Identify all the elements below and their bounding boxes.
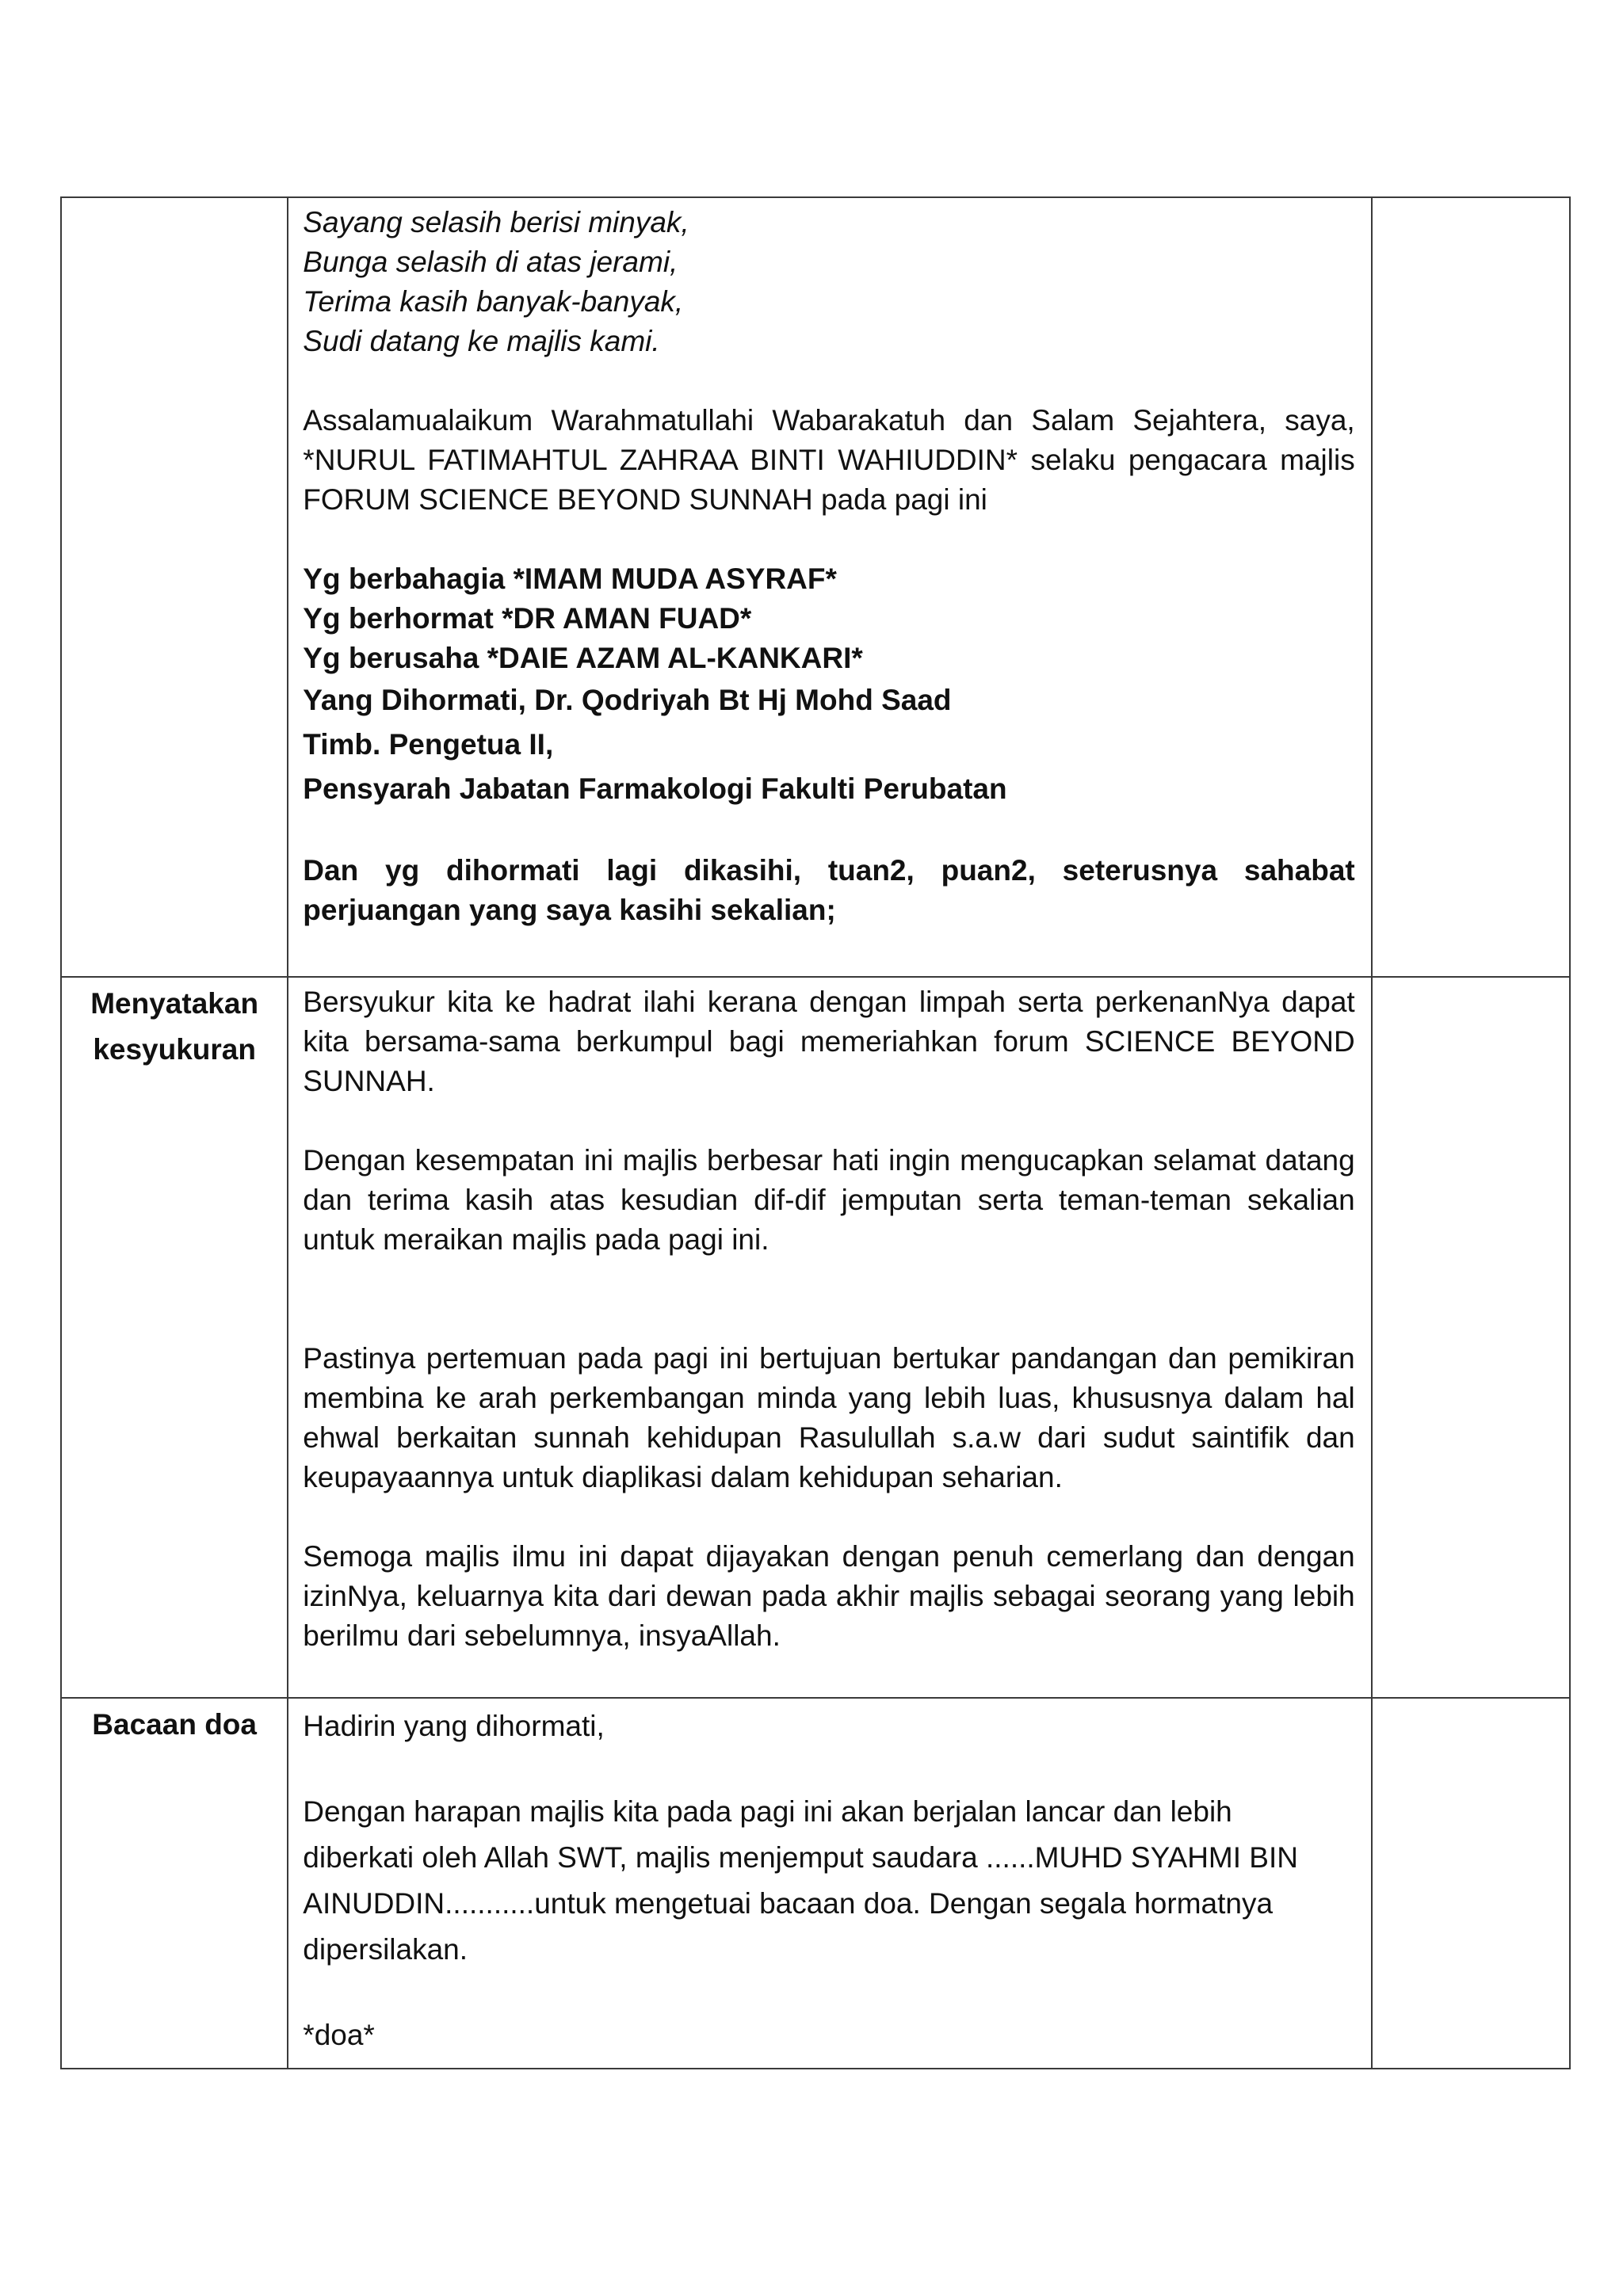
- content-cell-opening: [288, 197, 1371, 977]
- doa-line: dipersilakan.: [303, 1933, 468, 1966]
- guest-line: Yg berhormat *DR AMAN FUAD*: [303, 602, 752, 635]
- table-row-doa: [61, 1698, 1570, 2069]
- doa-closing: *doa*: [303, 2019, 375, 2051]
- guest-line: Yg berusaha *DAIE AZAM AL-KANKARI*: [303, 642, 863, 674]
- label-cell-empty: [61, 197, 288, 977]
- doa-line: Dengan harapan majlis kita pada pagi ini akan berjalan lancar dan lebih: [303, 1795, 1232, 1828]
- section-label-kesyukuran: [61, 977, 288, 1698]
- content-cell-kesyukuran: [288, 977, 1371, 1698]
- pantun-poem: [303, 203, 1354, 361]
- poem-line: Sayang selasih berisi minyak,: [303, 206, 689, 238]
- content-cell-doa: [288, 1698, 1371, 2069]
- closing-greeting: Dan yg dihormati lagi dikasihi, tuan2, puan2, seterusnya sahabat perjuangan yang saya kasihi sekalian;: [303, 854, 1355, 926]
- notes-cell: [1372, 197, 1570, 977]
- guest-line: Yg berbahagia *IMAM MUDA ASYRAF*: [303, 563, 837, 595]
- paragraph: Semoga majlis ilmu ini dapat dijayakan dengan penuh cemerlang dan dengan izinNya, keluarnya kita dari dewan pada akhir majlis sebagai seorang yang lebih berilmu dari sebelumnya, insyaAllah.: [303, 1540, 1355, 1652]
- poem-line: Terima kasih banyak-banyak,: [303, 285, 684, 318]
- poem-line: Sudi datang ke majlis kami.: [303, 325, 660, 357]
- doa-line: diberkati oleh Allah SWT, majlis menjemput saudara ......MUHD SYAHMI BIN: [303, 1841, 1298, 1874]
- guest-line: Timb. Pengetua II,: [303, 728, 554, 761]
- doa-opening: Hadirin yang dihormati,: [303, 1710, 605, 1742]
- guest-line: Yang Dihormati, Dr. Qodriyah Bt Hj Mohd Saad: [303, 684, 952, 716]
- table-row-kesyukuran: [61, 977, 1570, 1698]
- label-line: kesyukuran: [93, 1033, 256, 1066]
- guest-list: [303, 559, 1354, 811]
- paragraph: Bersyukur kita ke hadrat ilahi kerana dengan limpah serta perkenanNya dapat kita bersama-sama berkumpul bagi memeriahkan forum SCIENCE BEYOND SUNNAH.: [303, 986, 1355, 1097]
- table-row-opening: [61, 197, 1570, 977]
- script-table: [60, 196, 1571, 2069]
- notes-cell: [1372, 977, 1570, 1698]
- paragraph: Dengan kesempatan ini majlis berbesar hati ingin mengucapkan selamat datang dan terima kasih atas kesudian dif-dif jemputan serta teman-teman sekalian untuk meraikan majlis pada pagi ini.: [303, 1144, 1355, 1256]
- label-line: Bacaan doa: [92, 1708, 257, 1741]
- section-label-doa: [61, 1698, 288, 2069]
- doa-line: AINUDDIN...........untuk mengetuai bacaan doa. Dengan segala hormatnya: [303, 1887, 1274, 1920]
- guest-line: Pensyarah Jabatan Farmakologi Fakulti Perubatan: [303, 772, 1007, 805]
- paragraph: Pastinya pertemuan pada pagi ini bertujuan bertukar pandangan dan pemikiran membina ke arah perkembangan minda yang lebih luas, khususnya dalam hal ehwal berkaitan sunnah kehidupan Rasulullah s.a.w dari sudut saintifik dan keupayaannya untuk diaplikasi dalam kehidupan seharian.: [303, 1342, 1355, 1493]
- label-line: Menyatakan: [90, 987, 259, 1020]
- notes-cell: [1372, 1698, 1570, 2069]
- greeting-paragraph: Assalamualaikum Warahmatullahi Wabarakatuh dan Salam Sejahtera, saya, *NURUL FATIMAHTUL ZAHRAA BINTI WAHIUDDIN* selaku pengacara majlis FORUM SCIENCE BEYOND SUNNAH pada pagi ini: [303, 404, 1355, 516]
- poem-line: Bunga selasih di atas jerami,: [303, 246, 678, 278]
